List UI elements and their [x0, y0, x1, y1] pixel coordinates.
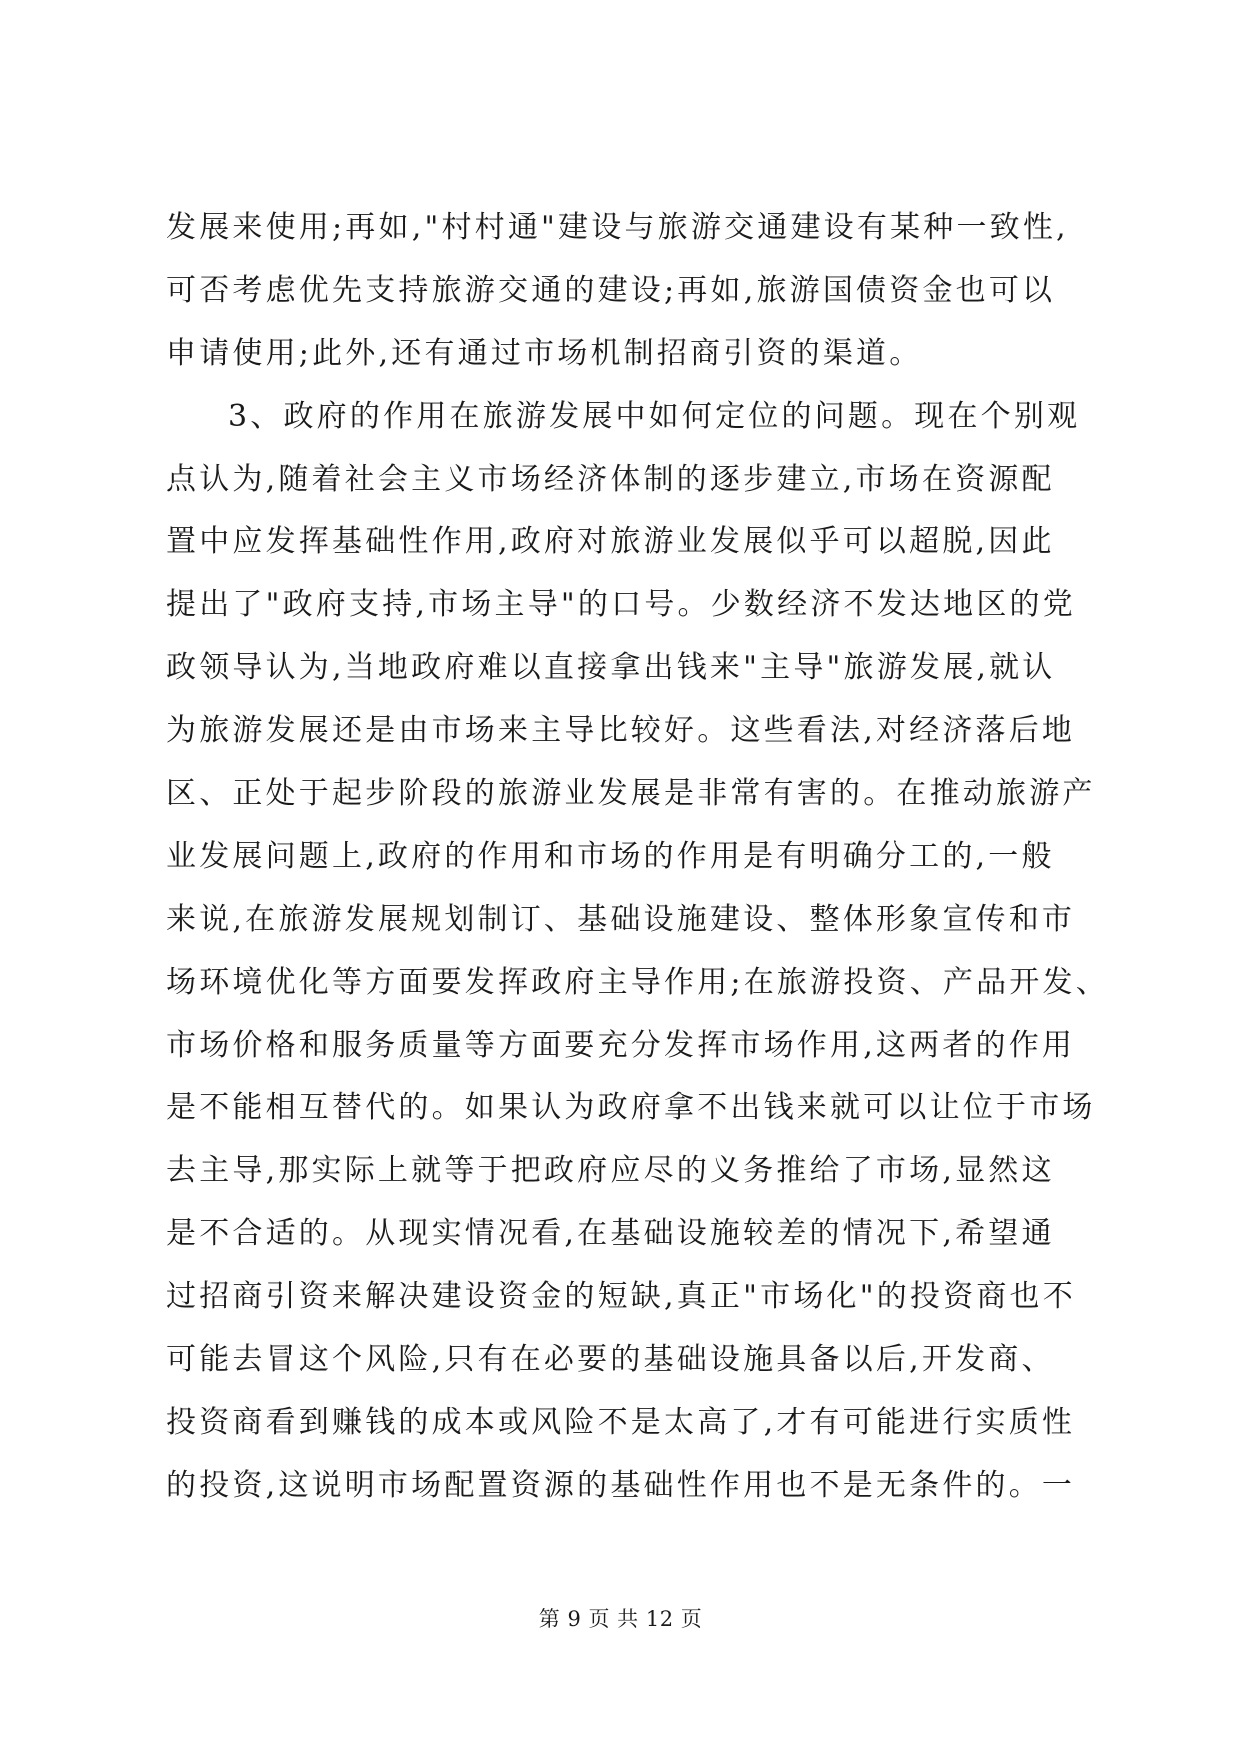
- text-line: 区、正处于起步阶段的旅游业发展是非常有害的。在推动旅游产: [166, 776, 1096, 812]
- text-line: 业发展问题上,政府的作用和市场的作用是有明确分工的,一般: [166, 838, 1055, 874]
- text-line: 去主导,那实际上就等于把政府应尽的义务推给了市场,显然这: [166, 1153, 1055, 1189]
- text-line: 场环境优化等方面要发挥政府主导作用;在旅游投资、产品开发、: [166, 964, 1109, 1000]
- text-line: 3、政府的作用在旅游发展中如何定位的问题。现在个别观: [228, 398, 1081, 434]
- text-line: 为旅游发展还是由市场来主导比较好。这些看法,对经济落后地: [166, 713, 1076, 749]
- text-line: 可能去冒这个风险,只有在必要的基础设施具备以后,开发商、: [166, 1342, 1055, 1378]
- text-line: 来说,在旅游发展规划制订、基础设施建设、整体形象宣传和市: [166, 901, 1076, 937]
- page-number-footer: 第 9 页 共 12 页: [538, 1607, 703, 1631]
- text-line: 的投资,这说明市场配置资源的基础性作用也不是无条件的。一: [166, 1467, 1076, 1503]
- body-text: [166, 197, 1109, 1518]
- text-line: 可否考虑优先支持旅游交通的建设;再如,旅游国债资金也可以: [166, 272, 1056, 308]
- text-line: 申请使用;此外,还有通过市场机制招商引资的渠道。: [166, 335, 923, 371]
- text-line: 点认为,随着社会主义市场经济体制的逐步建立,市场在资源配: [166, 461, 1055, 497]
- text-line: 过招商引资来解决建设资金的短缺,真正"市场化"的投资商也不: [166, 1279, 1076, 1315]
- text-line: 市场价格和服务质量等方面要充分发挥市场作用,这两者的作用: [166, 1027, 1076, 1063]
- text-line: 投资商看到赚钱的成本或风险不是太高了,才有可能进行实质性: [166, 1404, 1076, 1440]
- text-line: 发展来使用;再如,"村村通"建设与旅游交通建设有某种一致性,: [166, 210, 1069, 245]
- text-line: 政领导认为,当地政府难以直接拿出钱来"主导"旅游发展,就认: [166, 650, 1056, 686]
- text-line: 是不合适的。从现实情况看,在基础设施较差的情况下,希望通: [166, 1216, 1055, 1252]
- text-line: 置中应发挥基础性作用,政府对旅游业发展似乎可以超脱,因此: [166, 524, 1055, 560]
- text-line: 是不能相互替代的。如果认为政府拿不出钱来就可以让位于市场: [166, 1090, 1096, 1126]
- text-line: 提出了"政府支持,市场主导"的口号。少数经济不发达地区的党: [166, 587, 1076, 623]
